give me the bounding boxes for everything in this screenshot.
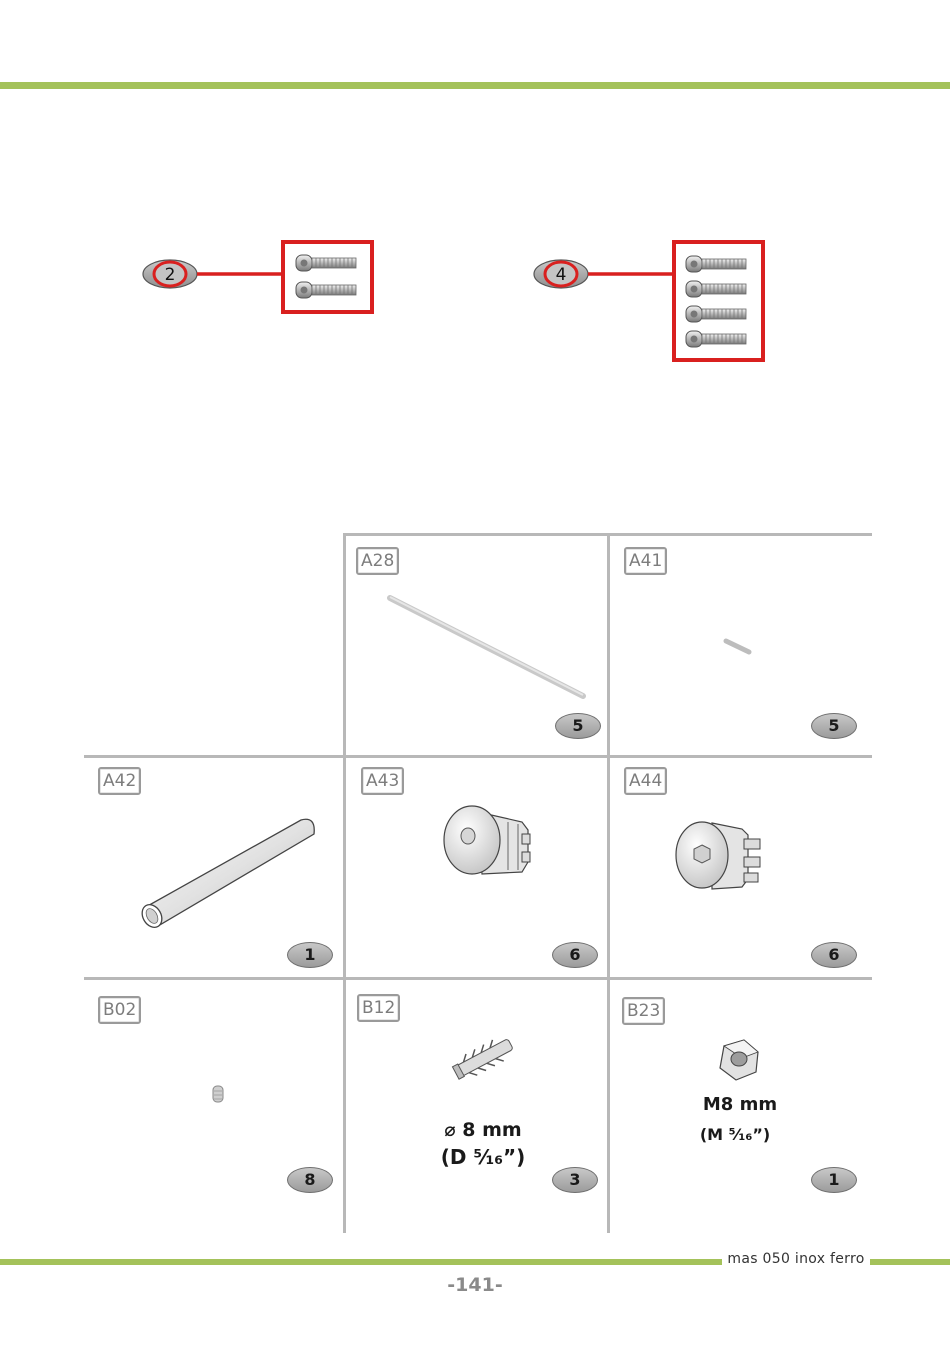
quantity-badge-A28: 5 — [555, 713, 601, 739]
spec-diameter-B12: ⌀ 8 mm — [444, 1119, 522, 1141]
brand-name: mas 050 inox ferro — [722, 1251, 870, 1267]
spec-inch-B12: (D ⁵⁄₁₆”) — [440, 1145, 526, 1169]
callout-qty-2 — [143, 242, 372, 312]
quantity-badge-B02: 8 — [287, 1167, 333, 1193]
part-code-A44: A44 — [624, 767, 667, 795]
part-code-A43: A43 — [361, 767, 404, 795]
bushing-A43-image — [438, 800, 536, 882]
quantity-badge-B23: 1 — [811, 1167, 857, 1193]
bottom-accent-bar-right — [870, 1259, 950, 1265]
screw-callouts — [0, 230, 950, 370]
part-code-A42: A42 — [98, 767, 141, 795]
part-code-A41: A41 — [624, 547, 667, 575]
quantity-badge-B12: 3 — [552, 1167, 598, 1193]
rod-A28-image — [385, 592, 590, 702]
grid-line — [607, 533, 610, 1233]
quantity-badge-A41: 5 — [811, 713, 857, 739]
callout-qty-4 — [534, 242, 763, 360]
spec-inch-B23: (M ⁵⁄₁₆”) — [699, 1125, 771, 1144]
pin-A41-image — [720, 636, 756, 658]
spec-metric-B23: M8 mm — [702, 1094, 778, 1115]
bushing-A44-image — [672, 815, 764, 895]
grid-line — [343, 533, 346, 1233]
quantity-badge-A42: 1 — [287, 942, 333, 968]
grid-line — [84, 755, 872, 758]
bottom-accent-bar-left — [0, 1259, 722, 1265]
grid-line — [84, 977, 872, 980]
screw-box — [283, 242, 372, 312]
callout-qty-text: 4 — [555, 265, 567, 285]
page-number: -141- — [447, 1274, 503, 1296]
part-code-B02: B02 — [98, 996, 141, 1024]
tube-A42-image — [136, 812, 321, 934]
quantity-badge-A43: 6 — [552, 942, 598, 968]
hex-nut-B23-image — [714, 1038, 764, 1086]
callout-qty-text: 2 — [164, 265, 176, 285]
part-code-A28: A28 — [356, 547, 399, 575]
grub-screw-B02-image — [210, 1084, 226, 1104]
wall-plug-B12-image — [450, 1032, 518, 1084]
part-code-B12: B12 — [357, 994, 400, 1022]
quantity-badge-A44: 6 — [811, 942, 857, 968]
top-accent-bar — [0, 82, 950, 89]
part-code-B23: B23 — [622, 997, 665, 1025]
